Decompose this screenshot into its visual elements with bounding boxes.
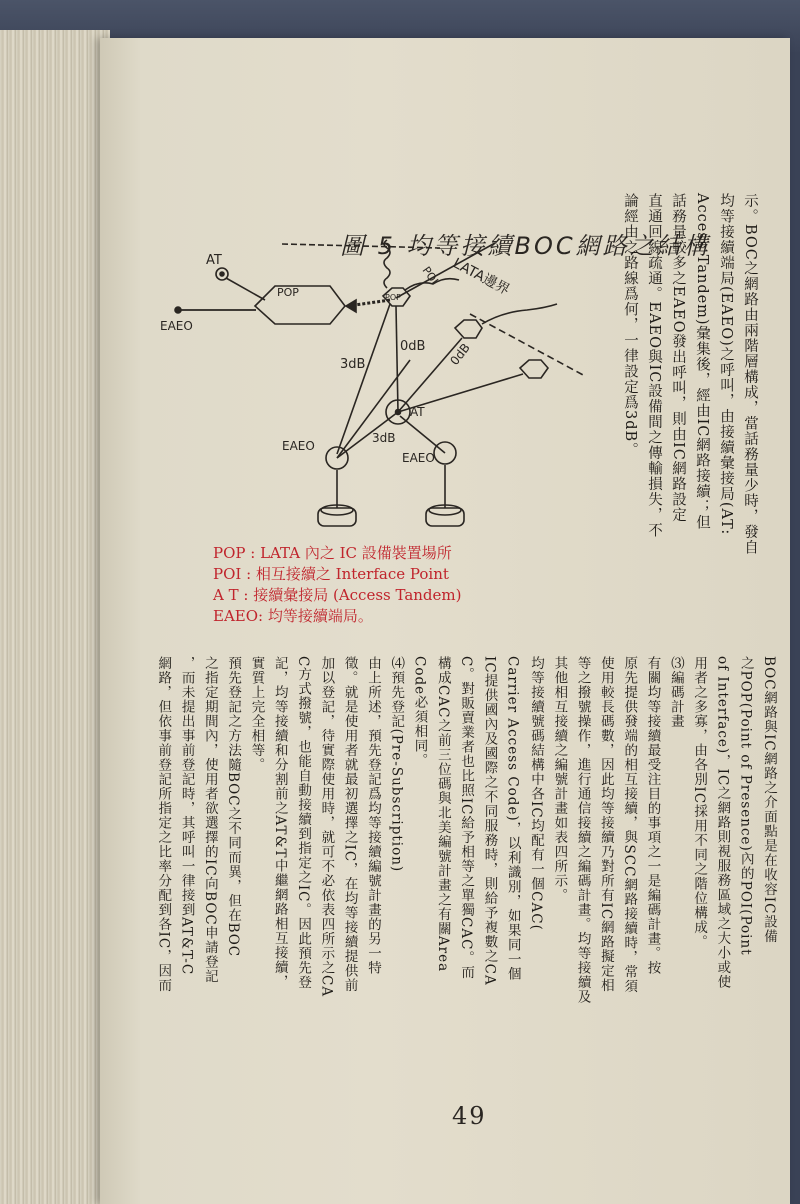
label-at-top: AT xyxy=(206,253,222,268)
label-3db-bottom: 3dB xyxy=(372,431,396,445)
text-line: 示。BOC之網路由兩階層構成，當話務量少時，發自 xyxy=(742,193,758,556)
label-odb-main: 0dB xyxy=(400,339,426,354)
page-number: 49 xyxy=(452,1102,487,1130)
text-line: 均等接續號碼結構中各IC均配有一個CAC( xyxy=(528,656,545,931)
text-line: 記，均等接續和分割前之AT&T中繼網路相互接續， xyxy=(271,656,288,990)
pop-node-hex-3 xyxy=(520,360,548,378)
text-line: 之指定期間內，使用者欲選擇的IC向BOC申請登記 xyxy=(201,656,218,984)
text-line: 其他相互接續之編號計畫如表四所示。 xyxy=(551,656,568,903)
text-line: C。對販賣業者也比照IC給予相等之單獨CAC。而 xyxy=(458,656,475,980)
text-line: 徵。就是使用者就最初選擇之IC，在均等接續提供前 xyxy=(341,656,358,993)
text-line: 網路，但依事前登記所指定之比率分配到各IC，因而 xyxy=(155,656,172,993)
text-line: 直通回線疏通。EAEO與IC設備間之傳輸損失，不 xyxy=(646,193,662,539)
text-line: 構成CAC之前三位碼與北美編號計畫之有關Area xyxy=(434,656,451,973)
label-eaeo-left: EAEO xyxy=(160,319,193,333)
text-line: 原先提供發端的相互接續，與SCC網路接續時，常須 xyxy=(621,656,638,994)
section-heading: ⑶編碼計畫 xyxy=(667,656,684,729)
text-line: 加以登記，待實際使用時，就可不必依表四所示之CA xyxy=(318,656,335,998)
text-line: 話務量較多之EAEO發出呼叫，則由IC網路設定 xyxy=(670,193,686,523)
label-eaeo-bottom-right: EAEO xyxy=(402,451,435,465)
pop-box xyxy=(255,286,345,324)
text-line: 預先登記之方法隨BOC之不同而異，但在BOC xyxy=(225,656,242,958)
legend-poi: POI : 相互接續之 Interface Point xyxy=(213,565,449,583)
figure-legend xyxy=(213,543,462,627)
text-line: 均等接續端局(EAEO)之呼叫，由接續彙接局(AT: xyxy=(718,193,734,536)
text-line: 使用較長碼數，因此均等接續乃對所有IC網路擬定相 xyxy=(597,656,614,993)
label-odb-right: 0dB xyxy=(447,340,473,368)
text-line: Access Tandem)彙集後，經由IC網路接續；但 xyxy=(694,193,710,531)
page-stack-edge xyxy=(0,30,110,1204)
pop-node-hex-2 xyxy=(455,320,482,338)
label-at-center: AT xyxy=(410,405,425,419)
telephone-icon-right xyxy=(426,508,464,526)
text-line: 由上所述，預先登記爲均等接續編號計畫的另一特 xyxy=(364,656,381,975)
text-bottom xyxy=(150,656,780,1126)
label-eaeo-bottom-left: EAEO xyxy=(282,439,315,453)
label-pop: POP xyxy=(277,286,299,299)
legend-pop: POP : LATA 內之 IC 設備裝置場所 xyxy=(213,544,452,562)
section-heading: ⑷預先登記(Pre-Subscription) xyxy=(388,656,405,873)
text-line: 等之撥號操作，進行通信接續之編碼計畫。均等接續及 xyxy=(574,656,591,1004)
text-line: Code必須相同。 xyxy=(411,656,428,768)
text-line: Carrier Access Code)，以利識別，如果同一個 xyxy=(504,656,521,982)
legend-at: A T : 接續彙接局 (Access Tandem) xyxy=(213,586,462,604)
telephone-icon-left xyxy=(318,508,356,526)
text-line: 有關均等接續最受注目的事項之一是編碼計畫。按 xyxy=(644,656,661,975)
text-line: BOC網路與IC網路之介面點是在收容IC設備 xyxy=(761,656,777,944)
text-line: 用者之多寡，由各別IC採用不同之階位構成。 xyxy=(691,656,708,950)
label-lata-boundary: LATA邊界 xyxy=(450,255,513,299)
legend-eaeo: EAEO: 均等接續端局。 xyxy=(213,607,373,625)
text-line: of Interface)，IC之網路則視服務區域之大小或使 xyxy=(714,656,731,990)
figure-title: 圖 5 均等接續BOC網路之結構 xyxy=(340,232,711,260)
text-line: C方式撥號，也能自動接續到指定之IC。因此預先登 xyxy=(295,656,312,990)
text-line: IC提供國內及國際之不同服務時，則給予複數之CA xyxy=(481,656,498,986)
label-3db-left: 3dB xyxy=(340,357,366,372)
text-line: ，而未提出事前登記時，其呼叫一律接到AT&T-C xyxy=(178,656,195,976)
text-line: 論經由之路線爲何，一律設定爲3dB。 xyxy=(622,193,638,458)
label-poi: POI xyxy=(419,264,441,287)
book-page xyxy=(100,38,790,1204)
text-line: 實質上完全相等。 xyxy=(248,656,265,772)
text-top-right xyxy=(618,193,762,633)
text-line: 之POP(Point of Presence)內的POI(Point xyxy=(737,656,754,956)
label-pop-node: POP xyxy=(385,293,401,302)
